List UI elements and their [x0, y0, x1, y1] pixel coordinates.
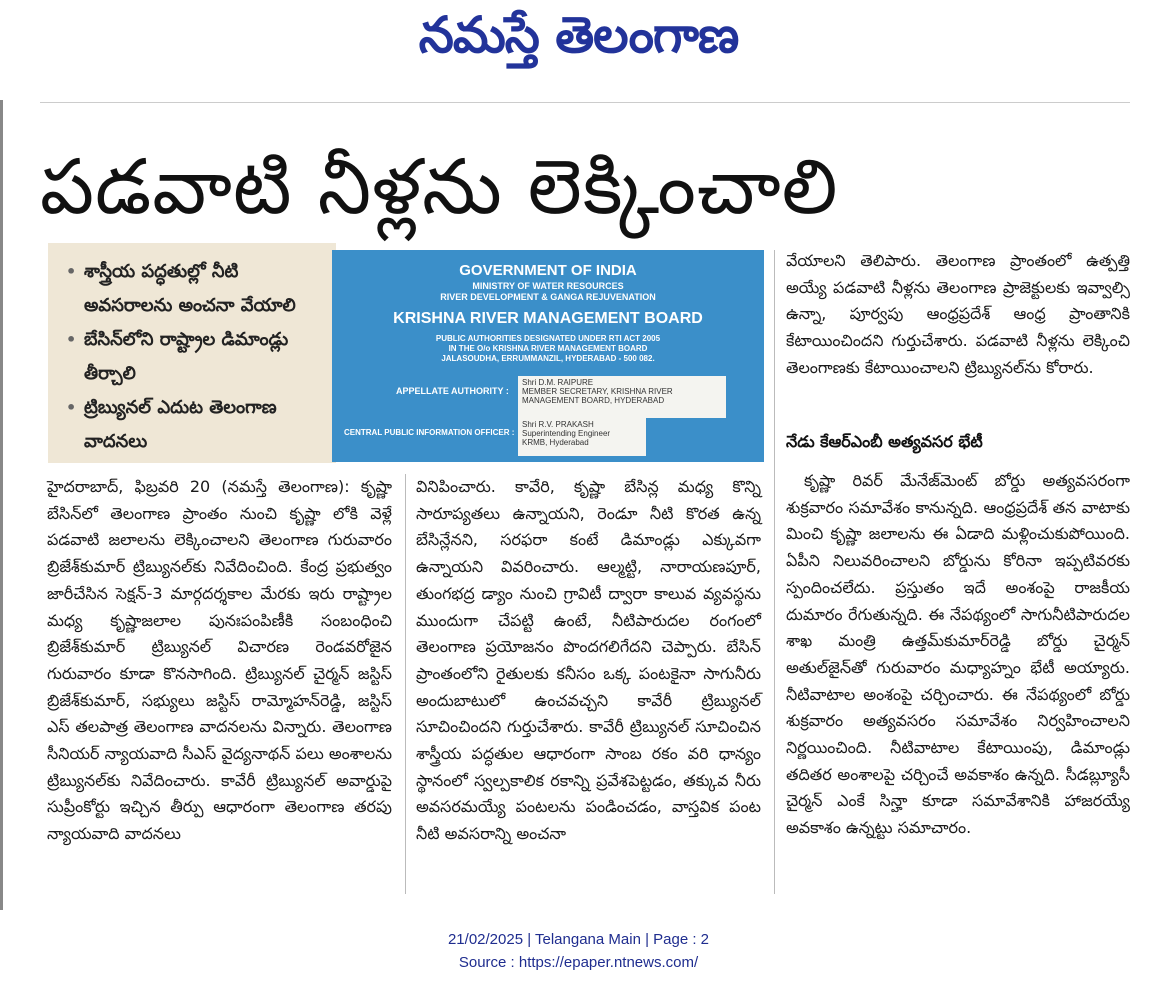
sign-name-card: [518, 376, 726, 418]
sign-name: Shri D.M. RAIPURE: [522, 378, 594, 387]
sign-line: RIVER DEVELOPMENT & GANGA REJUVENATION: [440, 292, 656, 302]
highlight-item: [66, 255, 326, 323]
sign-designation: MEMBER SECRETARY, KRISHNA RIVER MANAGEMENT BOARD, HYDERABAD: [522, 387, 673, 405]
page-edge: [0, 100, 3, 910]
column-rule: [774, 250, 775, 894]
sign-name-card: [518, 418, 646, 456]
sign-designation: Superintending Engineer: [522, 429, 611, 438]
highlight-item: [66, 323, 326, 391]
article-paragraph: వినిపించారు. కావేరి, కృష్ణా బేసిన్ల మధ్య కొన్ని సారూప్యతలు ఉన్నాయని, రెండూ నీటి కొరత ఉన్న బేసిన్లేనని, సరఫరా కంటే డిమాండ్లు ఎక్కువగా ఉన్నాయని వివరించారు. ఆల్మట్టి, నారాయణపూర్, తుంగభద్ర డ్యాం నుంచి గ్రావిటీ ద్వారా కాలువ వ్యవస్థను ముందుగా చేపట్టి ఉంటే, నీటిపారుదల రంగంలో తెలంగాణ ప్రయోజనం పొందగలిగేదని చెప్పారు. బేసిన్ ప్రాంతంలోని రైతులకు కనీసం ఒక్క పంటకైనా సాగునీరు అందుబాటులో ఉంచవచ్చని కావేరీ ట్రిబ్యునల్ సూచించిందని గుర్తుచేశారు. కావేరీ ట్రిబ్యునల్ సూచించిన శాస్త్రీయ పద్ధతుల ఆధారంగా సాంబ రకం వరి ధాన్యం స్థానంలో స్వల్పకాలిక రకాన్ని ప్రవేశపెట్టడం, తక్కువ నీరు అవసరమయ్యే పంటలను పండించడం, వాస్తవిక పంట నీటి అవసరాన్ని అంచనా: [416, 477, 761, 844]
sign-label: CENTRAL PUBLIC INFORMATION OFFICER :: [344, 428, 515, 437]
board-signboard-photo: [332, 250, 764, 462]
edition-info: 21/02/2025 | Telangana Main | Page : 2: [447, 931, 710, 948]
highlight-text: శాస్త్రీయ పద్ధతుల్లో నీటి అవసరాలను అంచనా వేయాలి: [84, 261, 296, 316]
source-link[interactable]: Source : https://epaper.ntnews.com/: [458, 954, 699, 971]
sign-line: GOVERNMENT OF INDIA: [459, 262, 637, 279]
article-column-3-continued: [786, 468, 1130, 842]
article-paragraph: వేయాలని తెలిపారు. తెలంగాణ ప్రాంతంలో ఉత్పత్తి అయ్యే పడవాటి నీళ్లను తెలంగాణ ప్రాజెక్టులకు ఇవ్వాల్సి ఉన్నా, పూర్వపు ఆంధ్రప్రదేశ్ ఆంధ్ర ప్రాంతానికి కేటాయించిందని గుర్తుచేశారు. పడవాటి నీళ్లను లెక్కించి తెలంగాణకు కేటాయించాలని ట్రిబ్యునల్‌ను కోరారు.: [786, 251, 1130, 377]
subheading: నేడు కేఆర్ఎంబీ అత్యవసర భేటీ: [786, 432, 983, 451]
bullet-icon: •: [66, 262, 77, 281]
highlights-box: [48, 243, 336, 463]
bullet-icon: •: [66, 330, 77, 349]
highlight-item: [66, 391, 326, 459]
sign-label: APPELLATE AUTHORITY :: [396, 386, 509, 396]
sign-line: MINISTRY OF WATER RESOURCES: [472, 281, 624, 291]
article-column-2: [416, 474, 761, 848]
divider: [40, 102, 1130, 103]
bullet-icon: •: [66, 398, 77, 417]
article-column-3: [786, 248, 1130, 382]
sign-line: JALASOUDHA, ERRUMMANZIL, HYDERABAD - 500 082.: [441, 354, 655, 363]
sign-line: IN THE O/o KRISHNA RIVER MANAGEMENT BOARD: [448, 344, 648, 353]
sign-name: Shri R.V. PRAKASH: [522, 420, 594, 429]
sign-line: KRISHNA RIVER MANAGEMENT BOARD: [393, 310, 703, 327]
article-paragraph: కృష్ణా రివర్ మేనేజ్‌మెంట్ బోర్డు అత్యవసరంగా శుక్రవారం సమావేశం కానున్నది. ఆంధ్రప్రదేశ్ తన వాటాకు మించి కృష్ణా జలాలను ఈ ఏడాది మళ్లించుకుపోయింది. ఏపీని నిలువరించాలని బోర్డును కోరినా ఇప్పటివరకు స్పందించలేదు. ప్రస్తుతం ఇదే అంశంపై రాజకీయ దుమారం రేగుతున్నది. ఈ నేపథ్యంలో సాగునీటిపారుదల శాఖ మంత్రి ఉత్తమ్‌కుమార్‌రెడ్డి బోర్డు చైర్మన్ అతుల్‌జైన్‌తో గురువారం మధ్యాహ్నం భేటీ అయ్యారు. నీటివాటాల అంశంపై చర్చించారు. ఈ నేపథ్యంలో బోర్డు శుక్రవారం అత్యవసరం సమావేశం నిర్వహించాలని నిర్ణయించింది. నీటివాటాల కేటాయింపు, డిమాండ్లు తదితర అంశాలపై చర్చించే అవకాశం ఉన్నది. సీడబ్ల్యూసీ చైర్మన్ ఎంకే సిన్హా కూడా సమావేశానికి హాజరయ్యే అవకాశం ఉన్నట్టు సమాచారం.: [786, 471, 1130, 838]
headline: పడవాటి నీళ్లను లెక్కించాలి: [40, 142, 839, 231]
column-rule: [405, 474, 406, 894]
highlight-text: బేసిన్‌లోని రాష్ట్రాల డిమాండ్లు తీర్చాలి: [84, 329, 289, 384]
sign-designation: KRMB, Hyderabad: [522, 438, 589, 447]
masthead-logo: నమస్తే తెలంగాణ: [418, 6, 739, 64]
masthead: [0, 0, 1157, 80]
sign-line: PUBLIC AUTHORITIES DESIGNATED UNDER RTI ACT 2005: [435, 334, 661, 343]
highlight-text: ట్రిబ్యునల్ ఎదుట తెలంగాణ వాదనలు: [84, 397, 277, 452]
footer: [0, 928, 1157, 974]
article-column-1: [47, 474, 392, 848]
article-paragraph: హైదరాబాద్, ఫిబ్రవరి 20 (నమస్తే తెలంగాణ): కృష్ణా బేసిన్‌లో తెలంగాణ ప్రాంతం నుంచి కృష్ణా లోకి వెళ్లే పడవాటి జలాలను లెక్కించాలని తెలంగాణ గురువారం బ్రిజేశ్‌కుమార్ ట్రిబ్యునల్‌కు నివేదించింది. కేంద్ర ప్రభుత్వం జారీచేసిన సెక్షన్-3 మార్గదర్శకాల మేరకు ఇరు రాష్ట్రాల మధ్య కృష్ణాజలాల పునఃపంపిణీకి సంబంధించి బ్రిజేశ్‌కుమార్ ట్రిబ్యునల్ విచారణ రెండవరోజైన గురువారం కూడా కొనసాగింది. ట్రిబ్యునల్ చైర్మన్ జస్టిస్ బ్రిజేశ్‌కుమార్, సభ్యులు జస్టిస్ రామ్మోహన్‌రెడ్డి, జస్టిస్ ఎస్ తలపాత్ర తెలంగాణ వాదనలను విన్నారు. తెలంగాణ సీనియర్ న్యాయవాది సీఎస్ వైద్యనాథన్ పలు అంశాలను ట్రిబ్యునల్‌కు నివేదించారు. కావేరీ ట్రిబ్యునల్ అవార్డుపై సుప్రీంకోర్టు ఇచ్చిన తీర్పు ఆధారంగా తెలంగాణ తరపు న్యాయవాది వాదనలు: [47, 477, 392, 844]
